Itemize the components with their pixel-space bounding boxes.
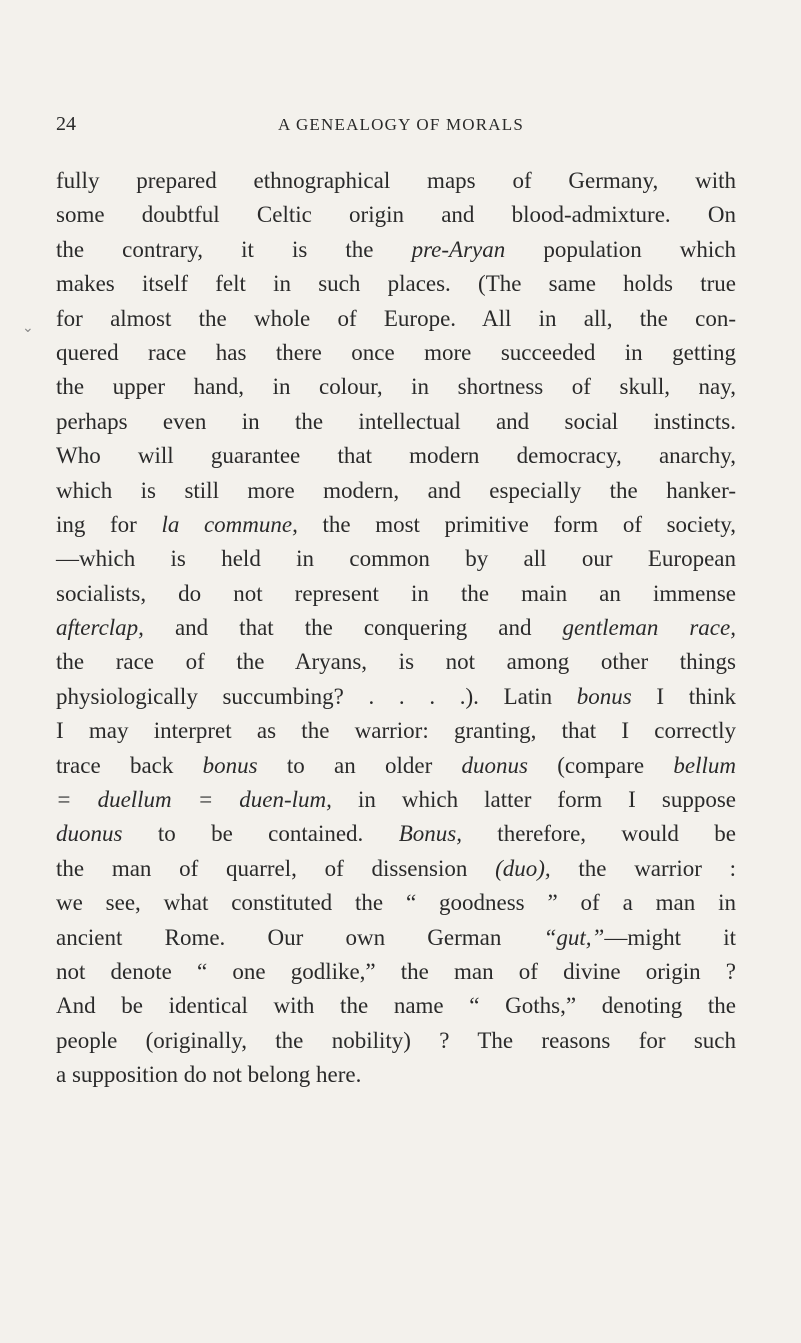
text-segment: not denote “ one godlike,” the man of divine origin ? bbox=[56, 958, 736, 984]
body-text bbox=[56, 164, 736, 1093]
text-segment: ing for bbox=[56, 511, 162, 537]
text-line bbox=[56, 267, 736, 301]
text-segment: ancient Rome. Our own German bbox=[56, 924, 544, 950]
text-segment: and that the conquering and bbox=[143, 615, 563, 641]
text-line bbox=[56, 921, 736, 955]
text-line bbox=[56, 508, 736, 542]
text-segment: people (originally, the nobility) ? The reasons for such bbox=[56, 1027, 736, 1053]
text-line bbox=[56, 405, 736, 439]
text-line bbox=[56, 611, 736, 645]
italic-text: = duellum = duen-lum, bbox=[56, 787, 332, 813]
text-line bbox=[56, 645, 736, 679]
text-segment: we see, what constituted the “ goodness ” of a man in bbox=[56, 890, 736, 916]
text-line bbox=[56, 783, 736, 817]
text-segment: Who will guarantee that modern democracy, anarchy, bbox=[56, 443, 736, 469]
text-segment: —might it bbox=[604, 924, 736, 950]
page-header bbox=[56, 113, 746, 137]
text-segment: the warrior : bbox=[550, 855, 736, 881]
text-line bbox=[56, 439, 736, 473]
text-line bbox=[56, 164, 736, 198]
text-segment: socialists, do not represent in the main an immense bbox=[56, 580, 736, 606]
text-segment: I think bbox=[631, 683, 736, 709]
text-segment: And be identical with the name “ Goths,” denoting the bbox=[56, 993, 736, 1019]
italic-text: duonus bbox=[56, 821, 123, 847]
text-segment: population which bbox=[505, 236, 737, 262]
text-line bbox=[56, 1058, 736, 1092]
running-title: A GENEALOGY OF MORALS bbox=[277, 115, 525, 134]
text-segment: (compare bbox=[528, 752, 674, 778]
text-line bbox=[56, 336, 736, 370]
text-segment: for almost the whole of Europe. All in all, the con- bbox=[56, 305, 736, 331]
italic-text: duonus bbox=[461, 752, 528, 778]
text-segment: the contrary, it is the bbox=[56, 236, 412, 262]
text-line bbox=[56, 302, 736, 336]
text-segment: to be contained. bbox=[122, 821, 399, 847]
text-segment: makes itself felt in such places. (The same holds true bbox=[56, 271, 736, 297]
text-line bbox=[56, 1024, 736, 1058]
italic-text: “gut,” bbox=[543, 924, 605, 950]
text-segment: fully prepared ethnographical maps of Germany, with bbox=[56, 168, 736, 193]
text-line bbox=[56, 542, 736, 576]
italic-text: gentleman race, bbox=[562, 615, 736, 641]
text-segment: the man of quarrel, of dissension bbox=[56, 855, 496, 881]
text-line bbox=[56, 474, 736, 508]
italic-text: Bonus, bbox=[398, 821, 462, 847]
text-segment: in which latter form I suppose bbox=[331, 787, 736, 813]
text-segment: some doubtful Celtic origin and blood-admixture. On bbox=[56, 202, 736, 228]
margin-mark: ⌄ bbox=[22, 321, 34, 336]
text-line bbox=[56, 198, 736, 232]
text-line bbox=[56, 233, 736, 267]
text-line bbox=[56, 989, 736, 1023]
italic-text: bellum bbox=[673, 752, 736, 778]
text-line bbox=[56, 852, 736, 886]
text-segment: quered race has there once more succeeded in getting bbox=[56, 339, 736, 365]
text-segment: which is still more modern, and especially the hanker- bbox=[56, 477, 736, 503]
text-segment: the upper hand, in colour, in shortness of skull, nay, bbox=[56, 374, 736, 400]
text-segment: a supposition do not belong here. bbox=[56, 1062, 362, 1088]
italic-text: bonus bbox=[202, 752, 258, 778]
text-segment: physiologically succumbing? . . . .). Latin bbox=[56, 683, 577, 709]
text-line bbox=[56, 817, 736, 851]
text-line bbox=[56, 749, 736, 783]
text-segment: —which is held in common by all our European bbox=[56, 546, 736, 572]
text-segment: the most primitive form of society, bbox=[297, 511, 736, 537]
italic-text: la commune, bbox=[161, 511, 298, 537]
italic-text: afterclap, bbox=[56, 615, 144, 641]
text-line bbox=[56, 680, 736, 714]
text-line bbox=[56, 577, 736, 611]
text-segment: the race of the Aryans, is not among other things bbox=[56, 649, 736, 675]
text-segment: to an older bbox=[257, 752, 462, 778]
text-segment: I may interpret as the warrior: granting, that I correctly bbox=[56, 718, 736, 744]
page-number: 24 bbox=[56, 113, 76, 135]
text-segment: trace back bbox=[56, 752, 203, 778]
text-line bbox=[56, 370, 736, 404]
italic-text: pre-Aryan bbox=[411, 236, 506, 262]
text-line bbox=[56, 714, 736, 748]
italic-text: (duo), bbox=[495, 855, 551, 881]
text-segment: therefore, would be bbox=[461, 821, 736, 847]
text-line bbox=[56, 886, 736, 920]
text-line bbox=[56, 955, 736, 989]
italic-text: bonus bbox=[576, 683, 632, 709]
text-segment: perhaps even in the intellectual and social instincts. bbox=[56, 408, 736, 434]
